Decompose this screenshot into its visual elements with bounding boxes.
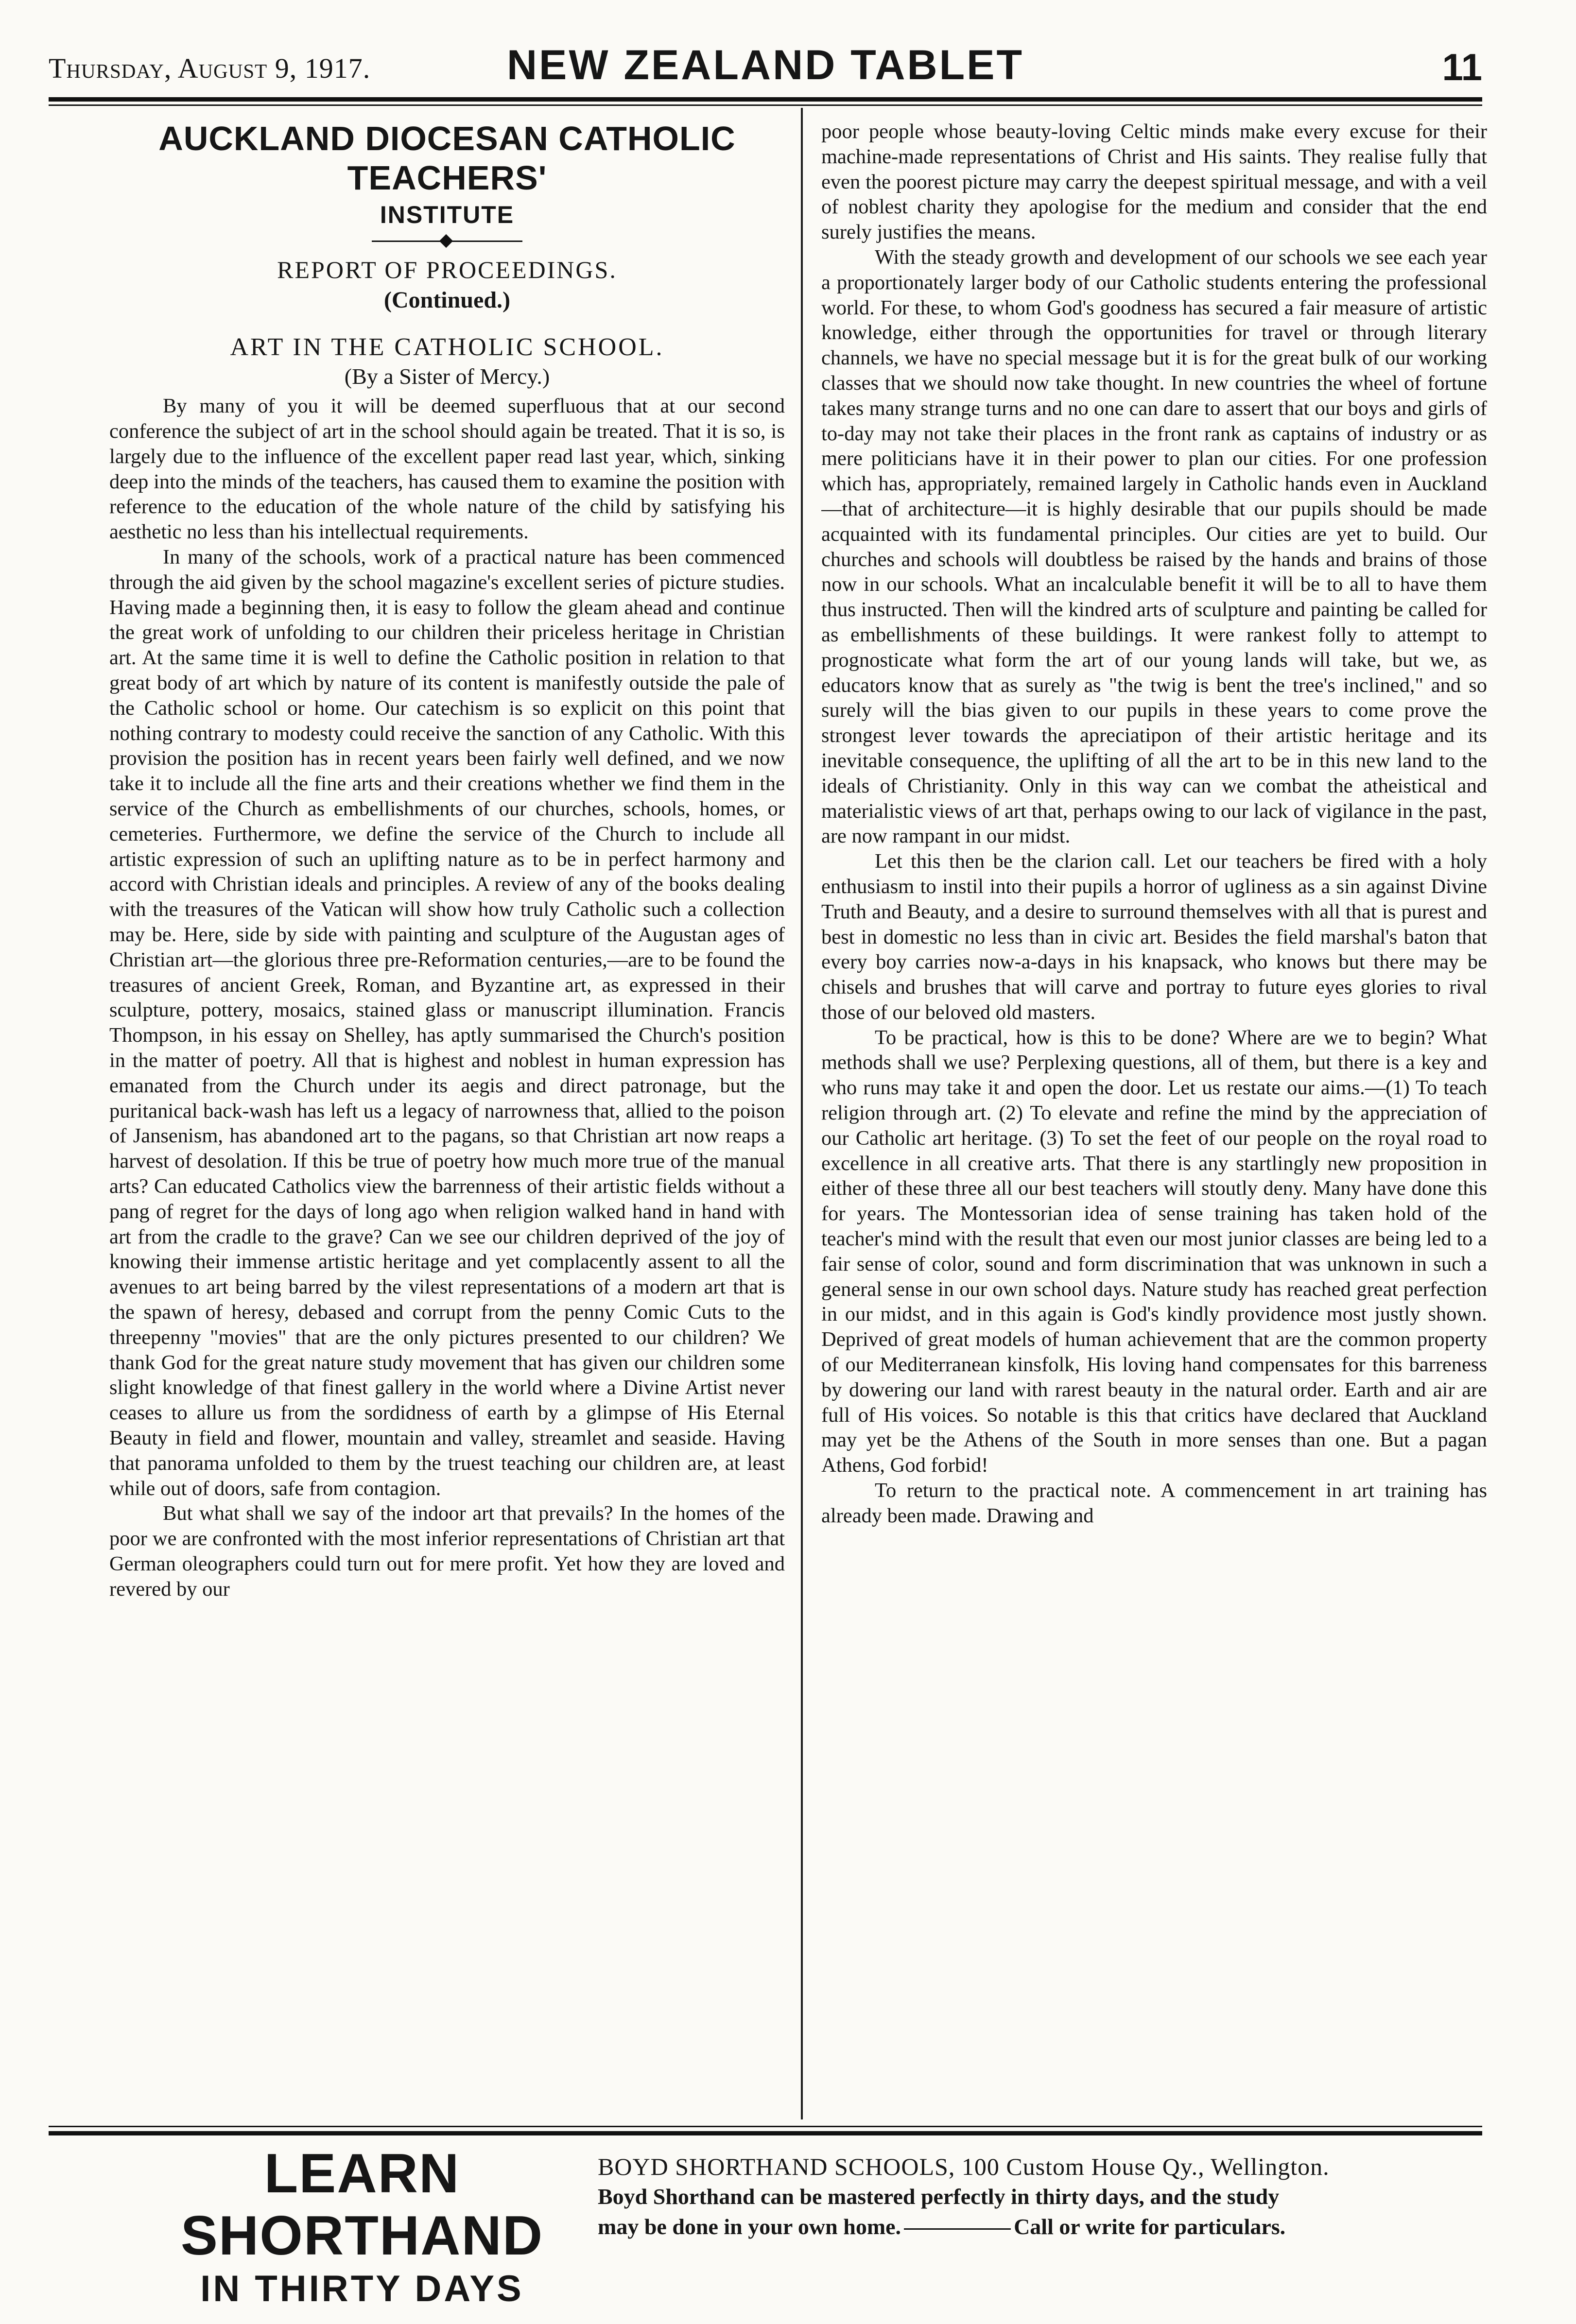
article-title: AUCKLAND DIOCESAN CATHOLIC TEACHERS' — [158, 120, 736, 197]
ad-tagline: IN THIRTY DAYS — [200, 2268, 524, 2309]
continued-label: (Continued.) — [383, 287, 511, 313]
ad-promise: Boyd Shorthand can be mastered perfectly in thirty days, and the study — [598, 2184, 1280, 2209]
byline: (By a Sister of Mercy.) — [344, 364, 550, 389]
subsection-title: ART IN THE CATHOLIC SCHOOL. — [230, 333, 664, 362]
ornament-diamond-icon — [439, 234, 453, 248]
paragraph: But what shall we say of the indoor art that prevails? In the homes of the poor we are confronted with the most inferior representations of Christian art that German oleographers could turn out for mere profit. Yet how they are loved and revered by our — [109, 1502, 785, 1601]
ad-headline-block — [117, 2143, 607, 2309]
right-column — [821, 119, 1487, 2114]
issue-date: Thursday, August 9, 1917. — [49, 52, 371, 84]
ad-contact-end: Call or write for particulars. — [1014, 2214, 1286, 2239]
paragraph: To be practical, how is this to be done? Where are we to begin? What methods shall we use? Perplexing questions, all of them, but there is a key and who runs may take it and open the door. Let us restate our aims.—(1) To teach religion through art. (2) To elevate and refine the mind by the appreciation of our Catholic art heritage. (3) To set the feet of our people on the royal road to excellence in all creative arts. That there is any startlingly new proposition in either of these three all our best teachers will stoutly deny. Many have done this for years. The Montessorian idea of sense training has taken hold of the teacher's mind with the result that even our most junior classes are being led to a fair sense of color, sound and form discrimination that was unknown in such a general sense in our own school days. Nature study has reached great perfection in our midst, and in this again is God's kindly providence most justly shown. Deprived of great models of human achievement that are the common property of our Mediterranean kinsfolk, His loving hand compensates for this barreness by dowering our land with rarest beauty in the natural order. Earth and air are full of His voices. So notable is this that critics have declared that Auckland may yet be the Athens of the South in more senses than one. But a pagan Athens, God forbid! — [821, 1026, 1487, 1477]
paragraph: poor people whose beauty-loving Celtic minds make every excuse for their machine-made representations of Christ and His saints. They realise fully that even the poorest picture may carry the deepest spiritual message, and with a veil of noblest charity they apologise for the medium and consider that the end surely justifies the means. — [821, 120, 1487, 244]
page-header — [49, 41, 1482, 95]
left-column — [109, 119, 785, 2114]
ad-school-address: BOYD SHORTHAND SCHOOLS, 100 Custom House Qy., Wellington. — [598, 2153, 1330, 2180]
section-heading: REPORT OF PROCEEDINGS. — [277, 256, 617, 283]
ad-headline: LEARN SHORTHAND — [180, 2143, 544, 2267]
paragraph: To return to the practical note. A commencement in art training has already been made. Drawing and — [821, 1479, 1487, 1527]
page-number: 11 — [1442, 46, 1482, 88]
column-divider — [801, 108, 803, 2119]
ad-details — [598, 2152, 1482, 2242]
title-ornament — [109, 235, 785, 247]
header-rule-thin — [49, 104, 1482, 106]
footer-rule-thick — [49, 2131, 1482, 2135]
paragraph: With the steady growth and development of our schools we see each year a proportionately larger body of our Catholic students entering the professional world. For these, to whom God's goodness has secured a fair measure of artistic knowledge, either through the opportunities for travel or through literary channels, we have no special message but it is for the great bulk of our working classes that we should now take thought. In new countries the wheel of fortune takes many strange turns and no one can dare to assert that our boys and girls of to-day may not take their places in the front rank as captains of industry or as mere politicians have it in their power to plan our cities. For one profession which has, appropriately, remained largely in Catholic hands even in Auckland—that of architecture—it is highly desirable that our pupils should be made acquainted with its fundamental principles. Our cities are yet to build. Our churches and schools will doubtless be raised by the hands and brains of those now in our schools. What an incalculable benefit it will be to all to have them thus instructed. Then will the kindred arts of sculpture and painting be called for as embellishments of these buildings. It were rankest folly to attempt to prognosticate what form the art of our young lands will take, but we, as educators know that as surely as "the twig is bent the tree's inclined," and so surely will the bias given to our pupils in these years to come prove the strongest lever towards the apreciatipon of their artistic heritage and its inevitable consequence, the uplifting of all the art to be in this new land to the ideals of Christianity. Only in this way can we combat the atheistical and materialistic views of art that, perhaps owing to our lack of vigilance in the past, are now rampant in our midst. — [821, 245, 1487, 848]
newspaper-title: NEW ZEALAND TABLET — [506, 42, 1024, 88]
paragraph: By many of you it will be deemed superfluous that at our second conference the subject of art in the school should again be treated. That it is so, is largely due to the influence of the excellent paper read last year, which, sinking deep into the minds of the teachers, has caused them to examine the position with reference to the education of the whole nature of the child by satisfying his aesthetic no less than his intellectual requirements. — [109, 395, 785, 544]
ad-contact — [598, 2212, 1482, 2242]
ad-contact-start: may be done in your own home. — [598, 2214, 901, 2239]
paragraph: In many of the schools, work of a practical nature has been commenced through the aid given by the school magazine's excellent series of picture studies. Having made a beginning then, it is easy to follow the gleam ahead and continue the great work of unfolding to our children their priceless heritage in Christian art. At the same time it is well to define the Catholic position in relation to that great body of art which by nature of its content is manifestly outside the pale of the Catholic school or home. Our catechism is so explicit on this point that nothing contrary to modesty could receive the sanction of any Catholic. With this provision the position has in recent years been fairly well defined, and we now take it to include all the fine arts and their creations whether we find them in the service of the Church as embellishments of our churches, schools, homes, or cemeteries. Furthermore, we define the service of the Church to include all artistic expression of such an uplifting nature as to be in perfect harmony and accord with Christian ideals and principles. A review of any of the books dealing with the treasures of the Vatican will show how truly Catholic such a collection may be. Here, side by side with painting and sculpture of the Augustan ages of Christian art—the glorious three pre-Reformation centuries,—are to be found the treasures of ancient Greek, Roman, and Byzantine art, as expressed in their sculpture, pottery, mosaics, stained glass or manuscript illumination. Francis Thompson, in his essay on Shelley, has aptly summarised the Church's position in the matter of poetry. All that is highest and noblest in human expression has emanated from the Church under its aegis and direct patronage, but the puritanical back-wash has left us a legacy of narrowness that, allied to the poison of Jansenism, has abandoned art to the pagans, so that Christian art now reaps a harvest of desolation. If this be true of poetry how much more true of the manual arts? Can educated Catholics view the barrenness of their artistic fields without a pang of regret for the days of long ago when religion walked hand in hand with art from the cradle to the grave? Can we see our children deprived of the joy of knowing their immense artistic heritage and yet complacently assent to all the avenues to art being barred by the vilest representations of a modern art that is the spawn of heresy, debased and corrupt from the penny Comic Cuts to the threepenny "movies" that are the only pictures presented to our children? We thank God for the great nature study movement that has given our children some slight knowledge of that finest gallery in the world where a Divine Artist never ceases to allure us from the sordidness of earth by a glimpse of His Eternal Beauty in field and flower, mountain and valley, streamlet and seaside. Having that panorama unfolded to them by the truest teaching our children are, at least while out of doors, safe from contagion. — [109, 546, 785, 1500]
ad-dash-rule — [904, 2228, 1011, 2230]
paragraph: Let this then be the clarion call. Let our teachers be fired with a holy enthusiasm to instil into their pupils a horror of ugliness as a sin against Divine Truth and Beauty, and a desire to surround themselves with all that is purest and best in domestic no less than in civic art. Besides the field marshal's baton that every boy carries now-a-days in his knapsack, who knows but there may be chisels and brushes that will carve and portray to future eyes glories to rival those of our beloved old masters. — [821, 850, 1487, 1024]
footer-rule-thin — [49, 2126, 1482, 2127]
article-subtitle: INSTITUTE — [380, 201, 515, 228]
header-rule-thick — [49, 97, 1482, 102]
shorthand-advertisement — [49, 2143, 1482, 2309]
